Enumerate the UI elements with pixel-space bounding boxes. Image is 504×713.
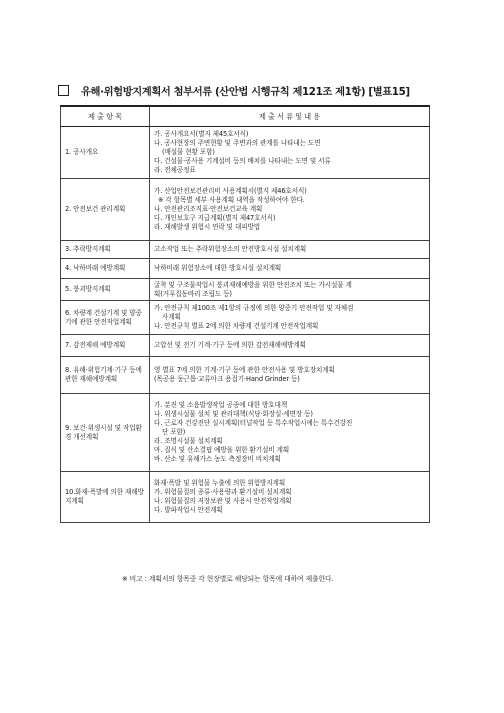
row-content bbox=[150, 259, 430, 279]
table-row bbox=[61, 357, 430, 394]
table-row bbox=[61, 127, 430, 179]
table-body bbox=[61, 127, 430, 523]
row-item-label: 7. 감전재해 예방계획 bbox=[61, 335, 150, 357]
footnote: ※ 비고 : 계획서의 항목중 각 현장별로 해당되는 항목에 대하여 제출한다. bbox=[122, 575, 334, 583]
table-header-row bbox=[61, 106, 430, 127]
table-row bbox=[61, 394, 430, 472]
table-row bbox=[61, 472, 430, 523]
table-row bbox=[61, 179, 430, 241]
document-title bbox=[58, 80, 468, 100]
row-item-label: 8. 유해·위험기계·기구 등에 관한 재해예방계획 bbox=[61, 357, 150, 394]
content-line: 나. 위험물질의 저장보관 및 사용시 안전작업계획 bbox=[154, 497, 292, 505]
content-line: ※ 각 항목별 세부 사용계획 내역을 작성하여야 한다. bbox=[154, 196, 305, 204]
content-line: 바. 산소 및 유해가스 농도 측정장비 비치계획 bbox=[154, 455, 281, 463]
row-item-label: 5. 붕괴방지계획 bbox=[61, 279, 150, 301]
content-line: 다. 근로자 건강진단 실시계획(터널작업 등 특수작업시에는 특수건강진 bbox=[154, 419, 353, 427]
row-content bbox=[150, 179, 430, 241]
checkbox-square-icon bbox=[58, 85, 69, 96]
row-content bbox=[150, 241, 430, 259]
content-line: 가. 안전규칙 제100조 제1항의 규정에 의한 양중기 안전작업 및 자체검 bbox=[154, 304, 354, 312]
content-line: 라. 재해발생 위험시 연락 및 대피방법 bbox=[154, 223, 261, 231]
table-row bbox=[61, 301, 430, 335]
row-item-label: 10.화재·폭발에 의한 재해방지계획 bbox=[61, 472, 150, 523]
content-line: 다. 개인보호구 지급계획(별지 제47호서식) bbox=[154, 214, 276, 222]
content-line: 나. 공사현장의 주변현황 및 주변과의 관계를 나타내는 도면 bbox=[154, 139, 321, 147]
row-content bbox=[150, 357, 430, 394]
content-line: 사계획 bbox=[154, 313, 181, 321]
row-item-label: 6. 차량계 건설기계 및 양중기에 관한 안전작업계획 bbox=[61, 301, 150, 335]
content-line: 굴착 및 구조물작업시 붕괴재해예방을 위한 안전조치 또는 가시설물 계 bbox=[154, 280, 352, 289]
header-content: 제 출 서 류 및 내 용 bbox=[150, 106, 430, 127]
content-line: 낙하비래 위험장소에 대한 방호시설 설치계획 bbox=[154, 264, 282, 272]
content-line: 라. 조명시설물 설치계획 bbox=[154, 437, 223, 445]
content-line: 마. 질식 및 산소결핍 예방을 위한 환기설비 계획 bbox=[154, 446, 290, 454]
content-line: 화재·폭발 및 위험물 누출에 의한 위험방지계획 bbox=[154, 479, 286, 487]
row-item-label: 3. 추락방지계획 bbox=[61, 241, 150, 259]
content-line: 다. 건설물·공사용 기계설비 등의 배치를 나타내는 도면 및 서류 bbox=[154, 157, 331, 165]
row-content bbox=[150, 127, 430, 179]
content-line: 나. 안전규칙 별표 2에 의한 차량계 건설기계 안전작업계획 bbox=[154, 322, 319, 330]
row-content bbox=[150, 394, 430, 472]
table-row bbox=[61, 335, 430, 357]
content-line: 가. 분진 및 소음발생작업 공종에 대한 방호대책 bbox=[154, 401, 288, 409]
table-row bbox=[61, 279, 430, 301]
attachment-table bbox=[60, 105, 430, 523]
header-item: 제 출 항 목 bbox=[61, 106, 150, 127]
content-line: 라. 전체공정표 bbox=[154, 166, 196, 174]
content-line: 가. 위험물질의 종류·사용량과 환기설비 설치계획 bbox=[154, 488, 292, 496]
content-line: 고소작업 또는 추락위험장소의 안전방호시설 설치계획 bbox=[154, 245, 307, 253]
row-item-label: 2. 안전보건 관리계획 bbox=[61, 179, 150, 241]
content-line: 고압선 및 전기 기계·기구 등에 의한 감전재해예방계획 bbox=[154, 341, 306, 349]
row-item-label: 4. 낙하비래 예방계획 bbox=[61, 259, 150, 279]
row-item-label: 1. 공사개요 bbox=[61, 127, 150, 179]
content-line: (매설물 현황 포함) bbox=[154, 148, 215, 156]
content-line: 나. 위생시설물 설치 및 관리대책(식당·화장실·세면장 등) bbox=[154, 410, 313, 418]
row-content bbox=[150, 279, 430, 301]
content-line: 영 별표 7에 의한 기계·기구 등에 관한 안전사용 및 방호장치계획 bbox=[154, 366, 335, 374]
content-line: 나. 안전관리조직표·안전보건교육 계획 bbox=[154, 205, 263, 213]
content-line: 가. 공사개요서(별지 제45호서식) bbox=[154, 130, 249, 138]
content-line: 가. 산업안전보건관리비 사용계획서(별지 제46호서식) bbox=[154, 187, 307, 195]
content-line: 획(거푸집동바리 조립도 등) bbox=[154, 289, 232, 298]
row-content bbox=[150, 335, 430, 357]
content-line: 단 포함) bbox=[154, 428, 186, 436]
table-row bbox=[61, 241, 430, 259]
document-title-text: 유해·위험방지계획서 첨부서류 (산안법 시행규칙 제121조 제1항) [별표15] bbox=[81, 85, 410, 98]
content-line: 다. 발파작업시 안전계획 bbox=[154, 506, 223, 514]
table-row bbox=[61, 259, 430, 279]
row-item-label: 9. 보건·위생시설 및 작업환경 개선계획 bbox=[61, 394, 150, 472]
row-content bbox=[150, 301, 430, 335]
row-content bbox=[150, 472, 430, 523]
content-line: (목공용 둥근톱·교류아크 용접기·Hand Grinder 등) bbox=[154, 375, 300, 383]
